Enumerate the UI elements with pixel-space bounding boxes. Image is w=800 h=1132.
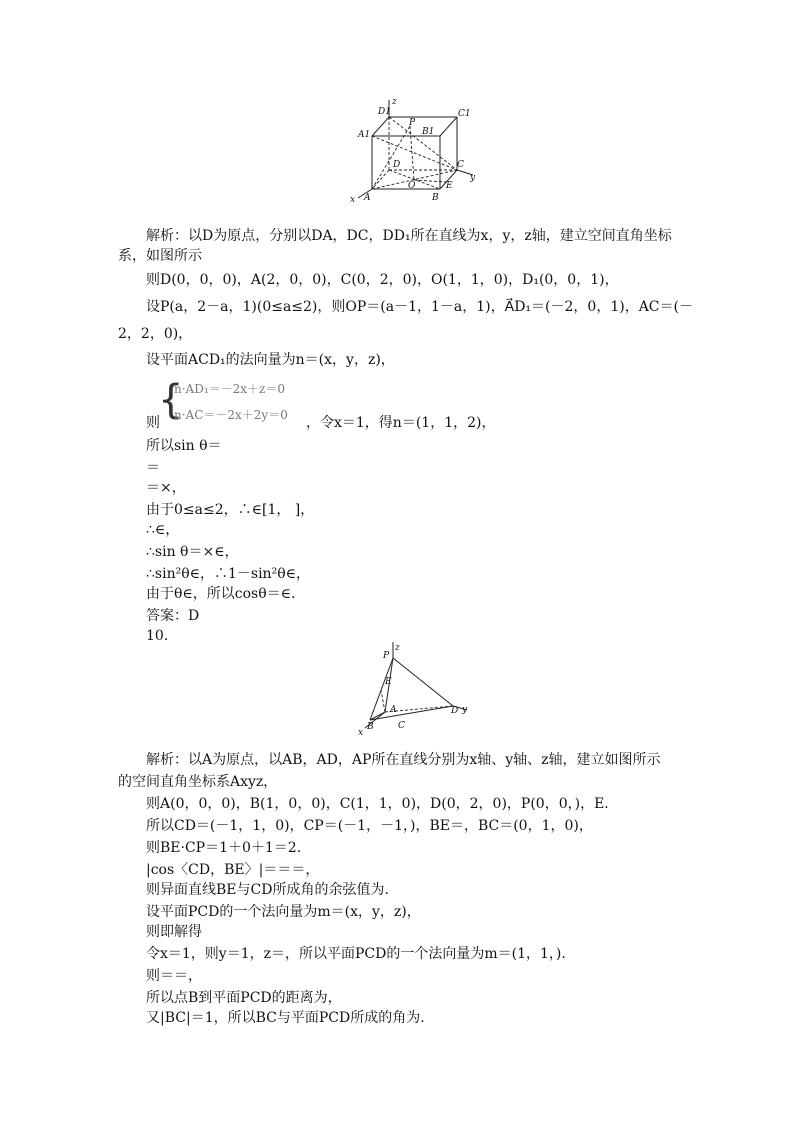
fig1-label-D: D <box>393 160 401 170</box>
system-prefix: 则 <box>146 415 160 431</box>
fig2-label-y: y <box>462 705 468 715</box>
fig1-label-B: B <box>432 193 439 203</box>
fig1-label-B1: B1 <box>422 127 435 137</box>
text-line-10: 由于0≤a≤2，∴∈[1， ]， <box>146 502 315 518</box>
text-line-16: 的空间直角坐标系Axyz， <box>118 774 278 790</box>
fig2-label-P: P <box>383 651 390 661</box>
text-line-2: 系，如图所示 <box>118 248 202 264</box>
text-line-14: 由于θ∈，所以cosθ＝∈. <box>146 586 296 602</box>
fig2-label-x: x <box>358 728 364 738</box>
text-line-22: 设平面PCD的一个法向量为m＝(x，y，z)， <box>146 904 421 920</box>
fig1-label-D1: D1 <box>378 107 391 117</box>
fig2-label-E: E <box>385 677 392 687</box>
text-line-3: 则D(0，0，0)，A(2，0，0)，C(0，2，0)，O(1，1，0)，D₁(0，0，1)， <box>146 272 619 288</box>
fig1-label-A1: A1 <box>358 130 371 140</box>
text-line-12: ∴sin θ＝×∈， <box>146 544 239 560</box>
text-line-27: 又|BC|＝1，所以BC与平面PCD所成的角为. <box>146 1010 425 1026</box>
fig2-label-A: A <box>390 705 397 715</box>
equation-system <box>146 377 496 431</box>
fig1-label-C1: C1 <box>458 109 471 119</box>
problem-number: 10. <box>146 628 169 644</box>
text-line-26: 所以点B到平面PCD的距离为， <box>146 990 342 1006</box>
text-line-13: ∴sin²θ∈，∴1－sin²θ∈， <box>146 566 310 582</box>
text-line-18: 所以CD＝(－1，1，0)，CP＝(－1，－1，)，BE＝，BC＝(0，1，0)， <box>146 818 593 834</box>
pyramid-figure <box>355 640 485 740</box>
text-line-25: 则＝＝， <box>146 968 202 984</box>
text-line-24: 令x＝1，则y＝1，z＝，所以平面PCD的一个法向量为m＝(1，1，). <box>146 946 566 962</box>
fig2-label-z: z <box>395 643 400 653</box>
text-line-20: |cos〈CD，BE〉|＝＝＝， <box>146 862 320 878</box>
system-eq2: n·AC＝－2x＋2y＝0 <box>174 408 288 422</box>
fig1-label-C: C <box>457 160 464 170</box>
system-rest: ，令x＝1，得n＝(1，1，2)， <box>306 415 496 431</box>
fig1-label-x: x <box>350 195 356 205</box>
fig2-label-C: C <box>398 721 405 731</box>
fig2-label-B: B <box>367 722 374 732</box>
text-line-9: ＝×， <box>146 480 186 496</box>
text-line-8: ＝ <box>146 460 160 476</box>
fig1-label-P: P <box>409 118 416 128</box>
text-line-5: 2，2，0)， <box>118 326 193 342</box>
text-line-11: ∴∈， <box>146 522 180 538</box>
text-line-23: 则即解得 <box>146 924 202 940</box>
text-line-7: 所以sin θ＝ <box>146 438 222 454</box>
system-eq1: n·AD₁＝－2x＋z＝0 <box>174 382 286 396</box>
fig1-label-y: y <box>470 173 476 183</box>
fig1-label-z: z <box>392 97 397 107</box>
fig1-label-E: E <box>446 181 453 191</box>
fig1-label-O: O <box>408 181 416 191</box>
fig1-label-A: A <box>364 193 371 203</box>
answer-line: 答案：D <box>146 608 200 624</box>
text-line-21: 则异面直线BE与CD所成角的余弦值为. <box>146 882 389 898</box>
text-line-15: 解析：以A为原点，以AB，AD，AP所在直线分别为x轴、y轴、z轴，建立如图所示 <box>146 752 661 768</box>
text-line-17: 则A(0，0，0)，B(1，0，0)，C(1，1，0)，D(0，2，0)，P(0，0，)，E. <box>146 796 609 812</box>
cube-figure <box>340 94 480 206</box>
fig2-label-D: D <box>451 706 459 716</box>
text-line-4: 设P(a，2－a，1)(0≤a≤2)，则OP＝(a－1，1－a，1)，A⃗D₁＝(－2，0，1)，AC＝(－ <box>146 299 693 315</box>
text-line-6: 设平面ACD₁的法向量为n＝(x，y，z)， <box>146 352 395 368</box>
text-line-1: 解析：以D为原点，分别以DA，DC，DD₁所在直线为x，y，z轴，建立空间直角坐标 <box>146 228 672 244</box>
left-brace: { <box>158 377 184 423</box>
text-line-19: 则BE·CP＝1＋0＋1＝2. <box>146 840 302 856</box>
